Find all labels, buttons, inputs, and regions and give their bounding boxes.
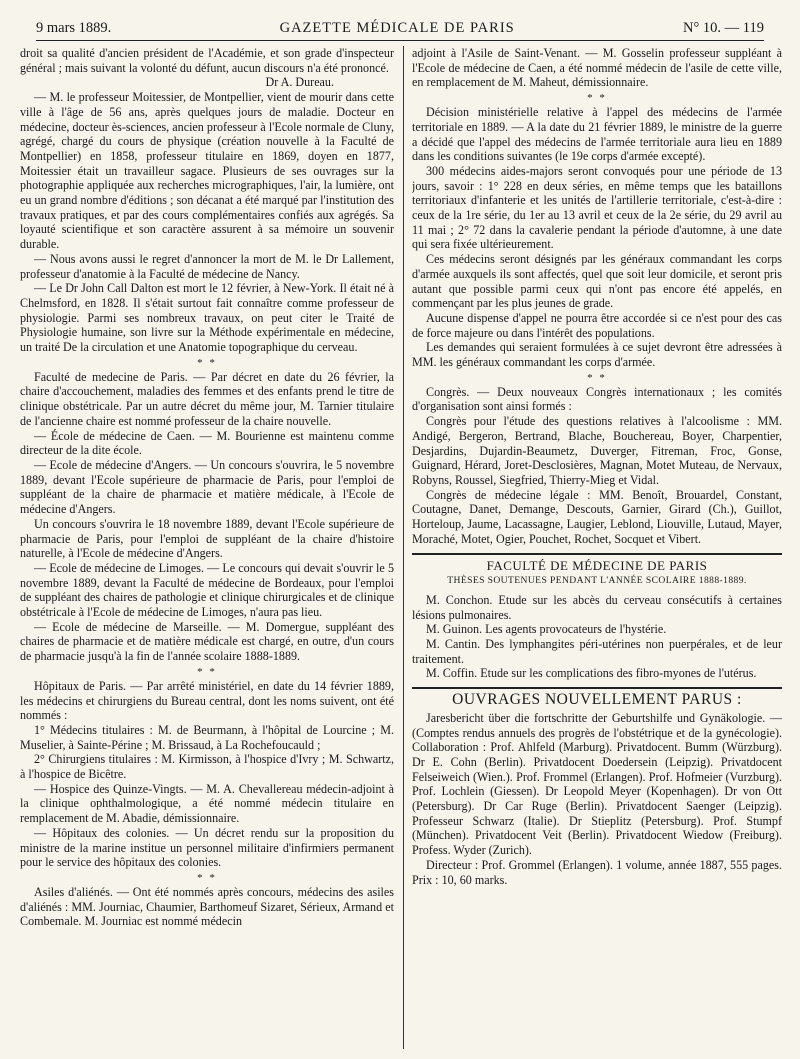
- paragraph: Un concours s'ouvrira le 18 novembre 1889, devant l'Ecole supérieure de pharmacie de Paris, pour l'emploi de suppléant de la chaire d'histoire naturelle, à l'Ecole de médecine d'Angers.: [20, 516, 394, 561]
- paragraph: 1° Médecins titulaires : M. de Beurmann, à l'hôpital de Lourcine ; M. Muselier, à Sainte-Périne ; M. Brissaud, à La Rochefoucauld ;: [20, 722, 394, 752]
- thesis-item: M. Cantin. Des lymphangites péri-utérines non puerpérales, et de leur traitement.: [412, 637, 782, 666]
- page-number: N° 10. — 119: [683, 19, 764, 36]
- column-divider: [403, 46, 404, 1049]
- paragraph: Asiles d'aliénés. — Ont été nommés après concours, médecins des asiles d'aliénés : MM. Journiac, Chaumier, Barthomeuf Sizaret, Sérieux, Armand et Combemale. M. Journiac est nommé médecin: [20, 884, 394, 929]
- paragraph: Aucune dispense d'appel ne pourra être accordée si ce n'est pour des cas de force majeure ou dans l'intérêt des populations.: [412, 310, 782, 340]
- faculty-subheading: THÈSES SOUTENUES PENDANT L'ANNÉE SCOLAIRE 1888-1889.: [447, 575, 747, 587]
- paragraph: Faculté de medecine de Paris. — Par décret en date du 26 février, la chaire d'accouchement, maladies des femmes et des enfants prend le titre de clinique obstétricale. Par un autre décret du même jour, M. Tarnier titulaire de l'ancienne chaire est nommé professeur de la chaire nouvelle.: [20, 369, 394, 428]
- paragraph: Congrès pour l'étude des questions relatives à l'alcoolisme : MM. Andigé, Bergeron, Bertrand, Blache, Bouchereau, Boyer, Charpentier, Desjardins, Dujardin-Beaumetz, Duverger, Fitreman, Froc, Gonse, Guignard, Hérard, Joret-Desclosières, Magnan, Motet Muteau, de Nervaux, Robyns, Roussel, Siegfried, Thierry-Mieg et Vidal.: [412, 414, 782, 487]
- paragraph: Directeur : Prof. Grommel (Erlangen). 1 volume, année 1887, 555 pages. Prix : 10, 60 marks.: [412, 857, 782, 887]
- section-separator: * *: [197, 665, 217, 678]
- paragraph: — Ecole de médecine d'Angers. — Un concours s'ouvrira, le 5 novembre 1889, devant l'Ecole supérieure de pharmacie de Paris, pour l'emploi de suppléant de la chaire de pharmacie et matière médicale, à l'Ecole de médecine d'Angers.: [20, 457, 394, 517]
- paragraph: — Nous avons aussi le regret d'annoncer la mort de M. le Dr Lallement, professeur d'anatomie à la Faculté de médecine de Nancy.: [20, 251, 394, 281]
- section-separator: * *: [587, 92, 607, 105]
- paragraph: Congrès. — Deux nouveaux Congrès internationaux ; les comités d'organisation sont ainsi formés :: [412, 384, 782, 414]
- paragraph: — Hôpitaux des colonies. — Un décret rendu sur la proposition du ministre de la marine institue un personnel militaire d'infirmiers permanent pour le service des hôpitaux des colonies.: [20, 825, 394, 870]
- paragraph: — Le Dr John Call Dalton est mort le 12 février, à New-York. Il était né à Chelmsford, en 1828. Il s'était surtout fait connaître comme professeur de physiologie. Parmi ses nombreux travaux, on peut citer le Traité de Physiologie humaine, son livre sur la Méthode expérimentale en médecine, un traité De la circulation et une Anatomie topographique du cerveau.: [20, 281, 394, 355]
- section-separator: * *: [587, 371, 607, 384]
- page-header: [36, 16, 764, 41]
- paragraph: Jaresbericht über die fortschritte der Geburtshilfe und Gynäkologie. — (Comptes rendus annuels des progrès de l'obstétrique et de la gynécologie). Collaboration : Prof. Ahlfeld (Marburg). Privatdocent. Bumm (Würzburg). Dr E. Cohn (Berlin). Privatdocent Doedersein (Leipzig). Privatdocent Felseiweich (Wien.). Prof. Frommel (Erlangen). Prof. Hofmeier (Vurzburg). Prof. Lochlein (Giessen). Dr Leopold Meyer (Kopenhagen). Dr von Ott (Petersburg). Dr Car Ruge (Berlin). Privatdocent Saenger (Leipzig). Professeur Schwarz (Italie). Dr Stieplitz (Petersburg). Prof. Stumpf (München). Privatdocent Veit (Berlin). Privatdocent Wiedow (Freiburg). Profess. Wyder (Zurich).: [412, 710, 782, 858]
- paragraph: — Ecole de médecine de Marseille. — M. Domergue, suppléant des chaires de pharmacie et de matière médicale est chargé, en outre, d'un cours de pharmacie jusqu'à la fin de l'année scolaire 1888-1889.: [20, 619, 394, 664]
- paragraph: — M. le professeur Moitessier, de Montpellier, vient de mourir dans cette ville à l'âge de 56 ans, après quelques jours de maladie. Docteur en médecine, docteur ès-sciences, ancien professeur à l'Ecole normale de Cluny, agrégé, chargé du cours de physique (création nouvelle à la Faculté de Montpellier) en 1858, professeur titulaire en 1869, doyen en 1877, Moitessier était un travailleur sagace. Plusieurs de ses ouvrages sur la photographie appliquée aux recherches micrographiques, l'air, la lumière, ont eu un grand nombre d'éditions ; son décanat a été marqué par l'institution des travaux pratiques, et par des cours complémentaires confiés aux agrégés. Sa loyauté scientifique et son caractère assurent à sa mémoire un souvenir durable.: [20, 90, 394, 252]
- paragraph: droit sa qualité d'ancien président de l'Académie, et son grade d'inspecteur général ; mais suivant la volonté du défunt, aucun discours n'a été prononcé.: [20, 46, 394, 75]
- paragraph: Hôpitaux de Paris. — Par arrêté ministériel, en date du 14 février 1889, les médecins et chirurgiens du Bureau central, dont les noms suivent, ont été nommés :: [20, 678, 394, 723]
- thesis-item: M. Guinon. Les agents provocateurs de l'hystérie.: [426, 622, 667, 637]
- paragraph: — Hospice des Quinze-Vingts. — M. A. Chevallereau médecin-adjoint à la clinique ophthalmologique, a été nommé médecin titulaire en remplacement de M. Abadie, démissionnaire.: [20, 781, 394, 826]
- paragraph: — École de médecine de Caen. — M. Bourienne est maintenu comme directeur de la dite école.: [20, 428, 394, 458]
- paragraph: Congrès de médecine légale : MM. Benoît, Brouardel, Constant, Coutagne, Danet, Demange, Descouts, Garnier, Girard (Ch.), Guillot, Horteloup, Jaume, Lacassagne, Laugier, Leblond, Liouville, Lutaud, Mayer, Moraché, Motet, Ogier, Pouchet, Rochet, Socquet et Vibert.: [412, 487, 782, 546]
- faculty-heading: FACULTÉ DE MÉDECINE DE PARIS: [486, 557, 708, 573]
- paragraph: — Ecole de médecine de Limoges. — Le concours qui devait s'ouvrir le 5 novembre 1889, devant la Faculté de médecine de Bordeaux, pour l'emploi de suppléant des chaires de pathologie et clinique chirurgicales et de clinique obstétricale à l'Ecole de médecine de Limoges, n'aura pas lieu.: [20, 560, 394, 620]
- paragraph: Les demandes qui seraient formulées à ce sujet devront être adressées à MM. les généraux commandant les corps d'armée.: [412, 340, 782, 370]
- paragraph: Décision ministérielle relative à l'appel des médecins de l'armée territoriale en 1889. — A la date du 21 février 1889, le ministre de la guerre a décidé que l'appel des médecins de l'armée territoriale aura lieu en 1889 dans les conditions suivantes (le 19e corps d'armée excepté).: [412, 105, 782, 164]
- paragraph: adjoint à l'Asile de Saint-Venant. — M. Gosselin professeur suppléant à l'Ecole de médecine de Caen, a été nommé médecin de l'asile de cette ville, en remplacement de M. Maheut, démissionnaire.: [412, 46, 782, 90]
- left-column: [20, 46, 394, 1051]
- new-works-heading: OUVRAGES NOUVELLEMENT PARUS :: [452, 691, 742, 709]
- paragraph: Ces médecins seront désignés par les généraux commandant les corps d'armée auxquels ils sont affectés, quel que soit leur domicile, et seront pris autant que possible parmi ceux qui n'ont pas encore été appelés, en commençant par les plus jeunes de grade.: [412, 252, 782, 311]
- journal-title: GAZETTE MÉDICALE DE PARIS: [279, 19, 515, 36]
- right-column: [412, 46, 782, 1051]
- issue-date: 9 mars 1889.: [36, 19, 112, 36]
- section-rule: [412, 553, 782, 555]
- thesis-item: M. Conchon. Etude sur les abcès du cerveau consécutifs à certaines lésions pulmonaires.: [412, 592, 782, 622]
- signature: Dr A. Dureau.: [265, 75, 334, 90]
- section-rule: [412, 687, 782, 689]
- paragraph: 300 médecins aides-majors seront convoqués pour une période de 13 jours, savoir : 1° 228 en deux séries, en même temps que les bataillons territoriaux d'infanterie et les unités de l'artillerie territoriale, c'est-à-dire : ceux de la 1re série, du 1er au 13 avril et ceux de la 2e série, du 29 avril au 11 mai ; 2° 72 dans la cavalerie pendant la période d'automne, à une date qui sera fixée ultérieurement.: [412, 163, 782, 252]
- section-separator: * *: [197, 871, 217, 884]
- paragraph: 2° Chirurgiens titulaires : M. Kirmisson, à l'hospice d'Ivry ; M. Schwartz, à l'hospice de Bicêtre.: [20, 752, 394, 782]
- thesis-item: M. Coffin. Etude sur les complications des fibro-myones de l'utérus.: [426, 666, 757, 681]
- section-separator: * *: [197, 356, 217, 369]
